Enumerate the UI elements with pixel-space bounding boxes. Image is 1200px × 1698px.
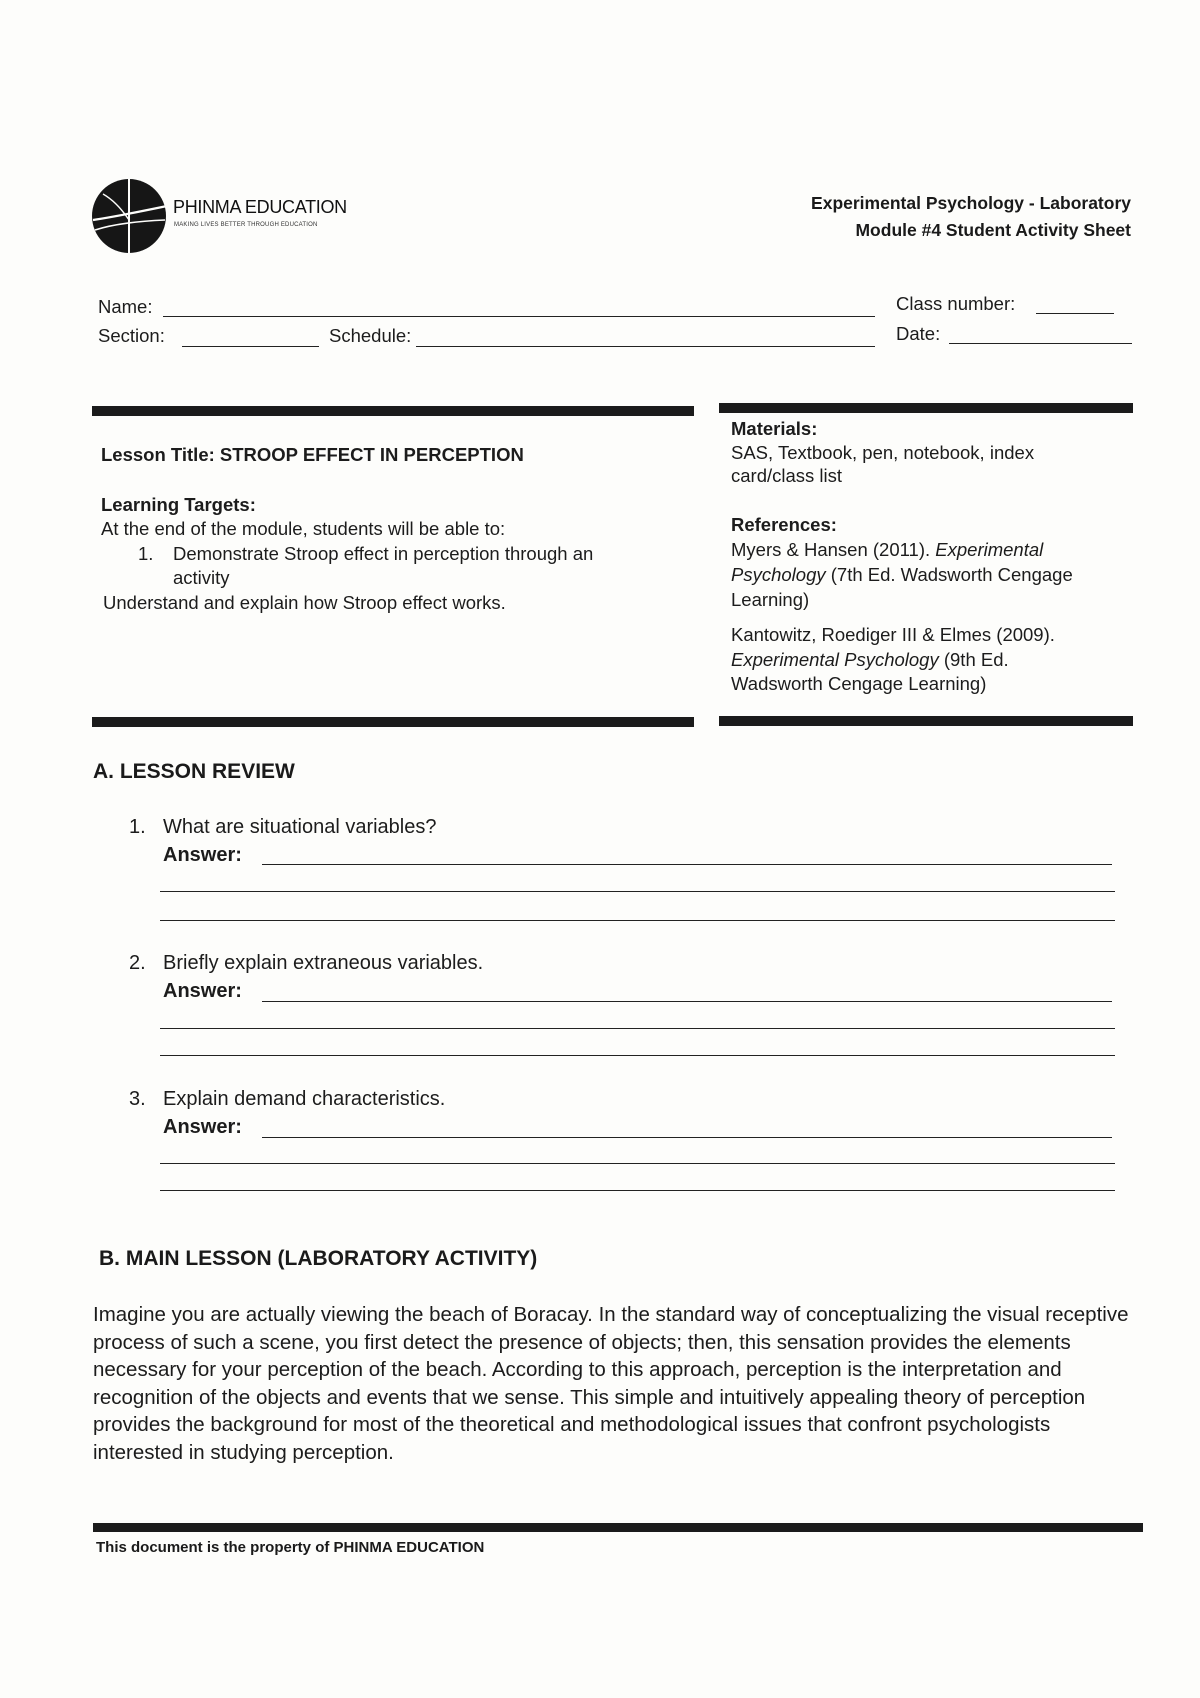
footer-text: This document is the property of PHINMA EDUCATION (96, 1539, 485, 1556)
target-1-number: 1. (138, 543, 154, 564)
question-3-number: 3. (129, 1088, 146, 1110)
reference-1-line1 (731, 538, 1043, 562)
class-number-field[interactable] (1036, 313, 1114, 314)
module-title: Module #4 Student Activity Sheet (855, 220, 1131, 240)
target-1-line2: activity (173, 567, 230, 588)
divider-bar-left-bottom (92, 717, 694, 727)
reference-2-edition: (9th Ed. (938, 649, 1009, 670)
section-a-heading: A. LESSON REVIEW (93, 760, 295, 783)
org-tagline: MAKING LIVES BETTER THROUGH EDUCATION (174, 222, 318, 228)
class-number-label: Class number: (896, 293, 1016, 314)
document-header (811, 190, 1131, 244)
question-1-answer-line-3[interactable] (160, 920, 1115, 921)
org-name: PHINMA EDUCATION (173, 197, 347, 217)
materials-line2: card/class list (731, 465, 843, 486)
reference-1-line2 (731, 563, 1073, 587)
footer-divider-bar (93, 1523, 1143, 1532)
question-2-answer-label: Answer: (163, 980, 242, 1002)
reference-2-line3: Wadsworth Cengage Learning) (731, 673, 987, 694)
reference-2-line2 (731, 648, 1009, 672)
learning-targets-intro: At the end of the module, students will be able to: (101, 518, 506, 539)
question-1-answer-line-1[interactable] (262, 864, 1112, 865)
divider-bar-right-top (719, 403, 1133, 413)
question-1-answer-line-2[interactable] (160, 891, 1115, 892)
question-3-answer-line-1[interactable] (262, 1137, 1112, 1138)
reference-1-title-part1: Experimental (935, 539, 1044, 560)
question-1-answer-label: Answer: (163, 844, 242, 866)
reference-1-authors: Myers & Hansen (2011). (731, 539, 936, 560)
question-1-text: What are situational variables? (163, 816, 437, 838)
main-lesson-paragraph: Imagine you are actually viewing the beach of Boracay. In the standard way of conceptualizing the visual receptive process of such a scene, you first detect the presence of objects; then, this sensation provides the elements necessary for your perception of the beach. According to this approach, perception is the interpretation and recognition of the objects and events that we sense. This simple and intuitively appealing theory of perception provides the background for most of the theoretical and methodological issues that confront psychologists interested in studying perception. (93, 1303, 1129, 1464)
materials-heading: Materials: (731, 418, 818, 439)
reference-1-title-part2: Psychology (731, 564, 826, 585)
question-2-answer-line-2[interactable] (160, 1028, 1115, 1029)
lesson-title (101, 443, 524, 467)
question-2-text: Briefly explain extraneous variables. (163, 952, 484, 974)
name-label: Name: (98, 296, 153, 317)
question-2-answer-line-3[interactable] (160, 1055, 1115, 1056)
lesson-title-label: Lesson Title: (101, 444, 215, 465)
schedule-field[interactable] (416, 346, 875, 347)
reference-2-title: Experimental Psychology (731, 649, 939, 670)
materials-line1: SAS, Textbook, pen, notebook, index (731, 442, 1035, 463)
section-field[interactable] (182, 346, 319, 347)
date-label: Date: (896, 323, 941, 344)
question-3-answer-line-2[interactable] (160, 1163, 1115, 1164)
question-1-number: 1. (129, 816, 146, 838)
divider-bar-left-top (92, 406, 694, 416)
target-2: Understand and explain how Stroop effect works. (103, 592, 506, 613)
question-3-text: Explain demand characteristics. (163, 1088, 446, 1110)
lesson-title-value: STROOP EFFECT IN PERCEPTION (219, 444, 524, 465)
reference-1-line3: Learning) (731, 589, 810, 610)
divider-bar-right-bottom (719, 716, 1133, 726)
schedule-label: Schedule: (329, 325, 412, 346)
reference-1-edition: (7th Ed. Wadsworth Cengage (825, 564, 1073, 585)
question-2-number: 2. (129, 952, 146, 974)
course-title: Experimental Psychology - Laboratory (811, 193, 1131, 213)
learning-targets-heading: Learning Targets: (101, 494, 256, 515)
name-field[interactable] (163, 316, 875, 317)
reference-2-line1: Kantowitz, Roediger III & Elmes (2009). (731, 624, 1055, 645)
question-3-answer-label: Answer: (163, 1116, 242, 1138)
question-2-answer-line-1[interactable] (262, 1001, 1112, 1002)
section-label: Section: (98, 325, 165, 346)
phinma-logo-icon (89, 176, 169, 256)
section-b-heading: B. MAIN LESSON (LABORATORY ACTIVITY) (99, 1247, 538, 1270)
question-3-answer-line-3[interactable] (160, 1190, 1115, 1191)
references-heading: References: (731, 514, 837, 535)
target-1-line1: Demonstrate Stroop effect in perception through an (173, 543, 594, 564)
date-field[interactable] (949, 343, 1132, 344)
